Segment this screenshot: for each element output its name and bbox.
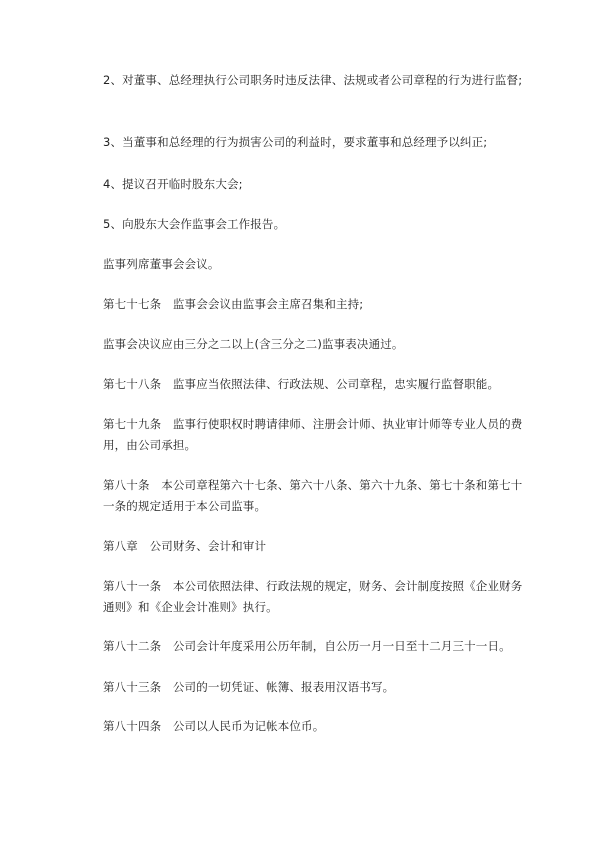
chapter-heading-finance: 第八章 公司财务、会计和审计 xyxy=(103,539,267,553)
paragraph-supervise-directors: 2、对董事、总经理执行公司职务时违反法律、法规或者公司章程的行为进行监督; xyxy=(103,73,523,87)
paragraph-report-to-shareholders: 5、向股东大会作监事会工作报告。 xyxy=(103,217,286,231)
paragraph-article-77: 第七十七条 监事会会议由监事会主席召集和主持; xyxy=(103,297,364,311)
paragraph-article-82: 第八十二条 公司会计年度采用公历年制，自公历一月一日至十二月三十一日。 xyxy=(103,639,511,653)
paragraph-article-84: 第八十四条 公司以人民币为记帐本位币。 xyxy=(103,719,325,733)
paragraph-correct-directors: 3、当董事和总经理的行为损害公司的利益时，要求董事和总经理予以纠正; xyxy=(103,135,488,149)
paragraph-article-83: 第八十三条 公司的一切凭证、帐簿、报表用汉语书写。 xyxy=(103,680,395,694)
paragraph-article-78: 第七十八条 监事应当依照法律、行政法规、公司章程，忠实履行监督职能。 xyxy=(103,377,500,391)
paragraph-article-80: 第八十条 本公司章程第六十七条、第六十八条、第六十九条、第七十条和第七十一条的规定适用于本公司监事。 xyxy=(103,478,523,513)
paragraph-propose-meeting: 4、提议召开临时股东大会; xyxy=(103,177,243,191)
paragraph-attend-board: 监事列席董事会会议。 xyxy=(103,257,220,271)
paragraph-article-81: 第八十一条 本公司依照法律、行政法规的规定，财务、会计制度按照《企业财务通则》和《企业会计准则》执行。 xyxy=(103,579,523,614)
paragraph-resolution-vote: 监事会决议应由三分之二以上(含三分之二)监事表决通过。 xyxy=(103,337,404,351)
paragraph-article-79: 第七十九条 监事行使职权时聘请律师、注册会计师、执业审计师等专业人员的费用，由公司承担。 xyxy=(103,417,523,452)
